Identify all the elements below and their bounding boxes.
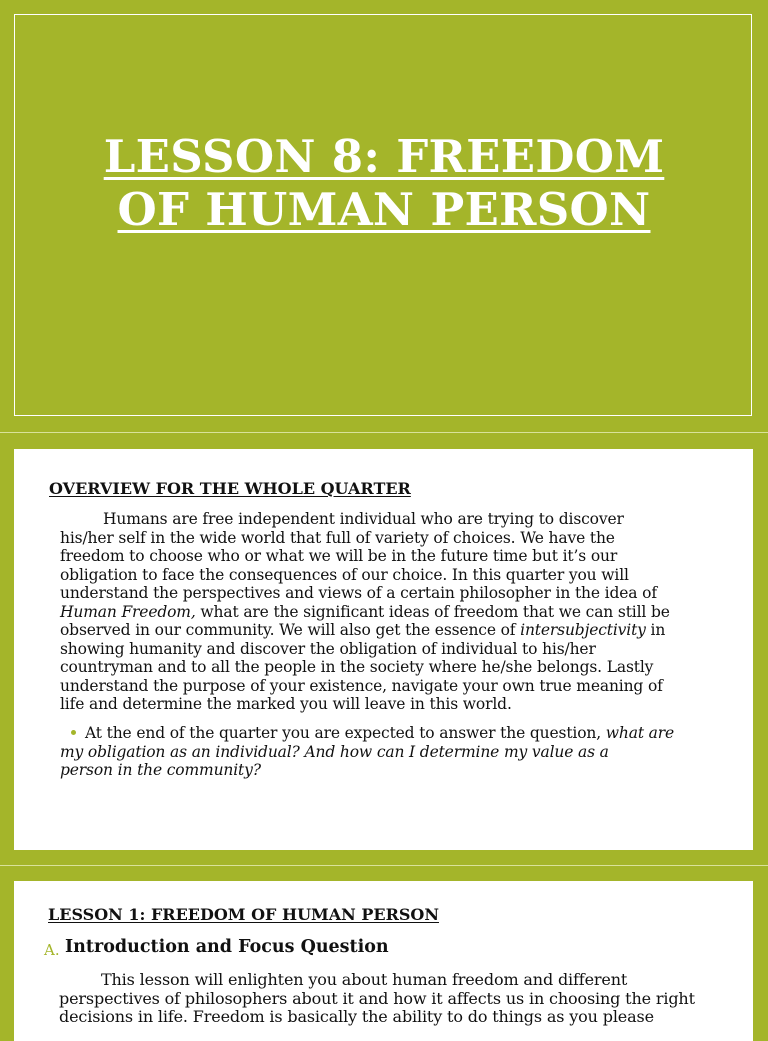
text-line [60,566,670,585]
text-line [60,529,670,548]
text-run: observed in our community. We will also get the essence of [60,621,521,639]
text-run: countryman and to all the people in the society where he/she belongs. Lastly [60,658,654,676]
italic-text: intersubjectivity [520,621,646,639]
intro-paragraph [59,971,695,1027]
text-line [60,621,670,640]
slide-divider [0,865,768,866]
text-line [60,584,670,603]
overview-slide [14,449,753,850]
text-run: life and determine the marked you will leave in this world. [60,695,512,713]
lesson-heading: LESSON 1: FREEDOM OF HUMAN PERSON [48,905,439,924]
text-line [60,724,674,743]
lesson-slide [14,881,753,1041]
title-line-2: OF HUMAN PERSON [117,183,651,236]
text-line [60,677,670,696]
slide-title [0,130,768,236]
text-run: his/her self in the wide world that full of variety of choices. We have the [60,528,615,547]
overview-heading: OVERVIEW FOR THE WHOLE QUARTER [49,479,411,498]
overview-bullet [60,724,674,780]
text-line [60,640,670,659]
italic-text: Human Freedom, [60,602,196,621]
text-run: in [645,621,666,639]
text-run: showing humanity and discover the obligation of individual to his/her [60,639,596,658]
text-line: This lesson will enlighten you about human freedom and different [101,970,628,989]
text-run: At the end of the quarter you are expected to answer the question, [85,724,606,742]
italic-text: my obligation as an individual? And how can I determine my value as a [60,742,609,761]
text-line [60,658,670,677]
text-line [60,603,670,622]
text-run: freedom to choose who or what we will be in the future time but it’s our [60,547,618,565]
text-line: perspectives of philosophers about it and how it affects us in choosing the right [59,988,695,1008]
text-line [60,695,670,714]
text-run: obligation to face the consequences of our choice. In this quarter you will [60,565,629,584]
title-slide [0,0,768,432]
item-letter: A. [44,941,60,959]
text-run: Humans are free independent individual who are trying to discover [103,510,624,528]
slide-divider [0,432,768,433]
italic-text: what are [605,724,675,742]
text-line [60,761,674,780]
text-line: decisions in life. Freedom is basically the ability to do things as you please [59,1007,654,1026]
text-run: understand the purpose of your existence, navigate your own true meaning of [60,676,663,695]
title-line-1: LESSON 8: FREEDOM [103,130,665,183]
text-line [60,743,674,762]
text-line [60,510,670,529]
text-run: what are the significant ideas of freedom that we can still be [195,602,670,621]
text-line [60,547,670,566]
intro-subheading: Introduction and Focus Question [65,937,389,957]
italic-text: person in the community? [60,761,261,779]
overview-paragraph [60,510,670,714]
text-run: understand the perspectives and views of a certain philosopher in the idea of [60,584,657,602]
